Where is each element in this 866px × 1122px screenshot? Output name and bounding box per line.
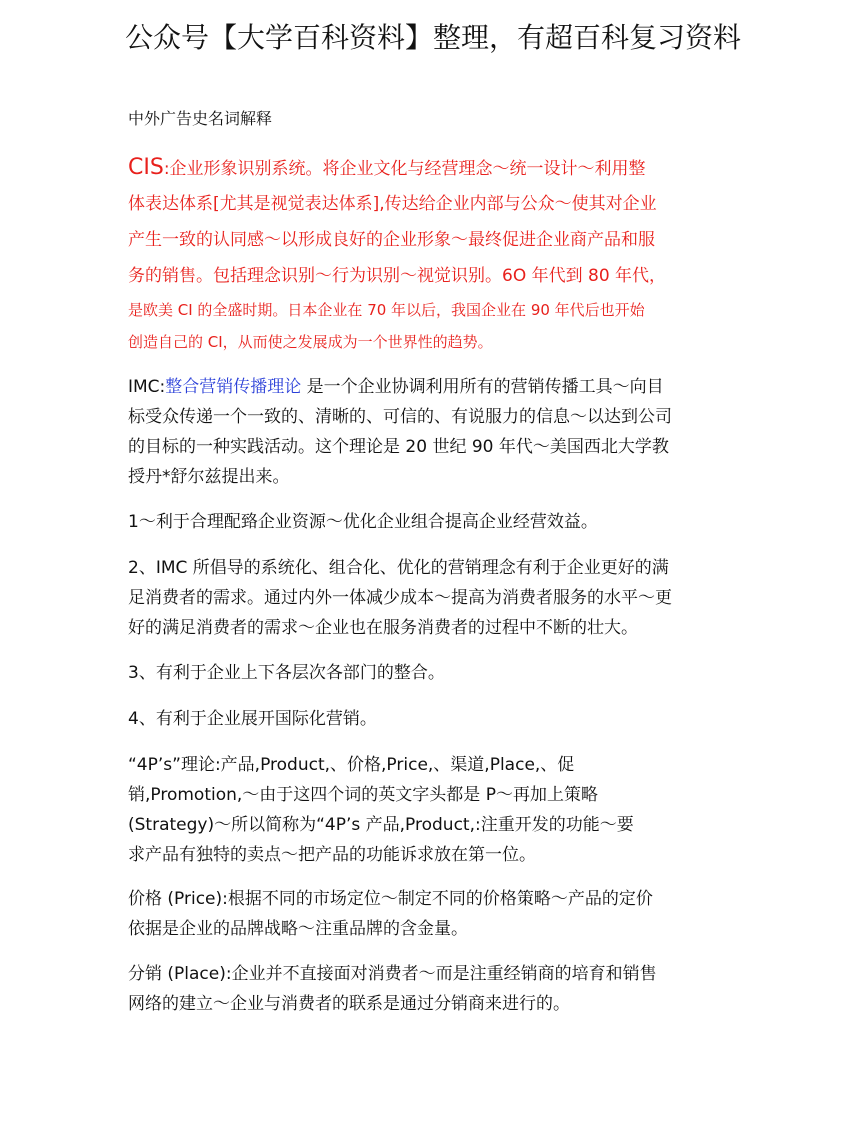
line: (Strategy)～所以简称为“4P’s 产品,Product,:注重开发的功能～要 xyxy=(128,815,634,835)
line: CIS:企业形象识别系统。将企业文化与经营理念～统一设计～利用整 xyxy=(128,155,646,180)
line: 授丹*舒尔兹提出来。 xyxy=(128,467,290,487)
line: 务的销售。包括理念识别～行为识别～视觉识别。6O 年代到 80 年代， xyxy=(128,266,667,286)
term-imc: IMC: xyxy=(128,377,166,397)
paragraph-2 xyxy=(128,553,748,643)
term-cis: CIS xyxy=(128,155,164,180)
line: 2、IMC 所倡导的系统化、组合化、优化的营销理念有利于企业更好的满 xyxy=(128,558,669,578)
paragraph-imc xyxy=(128,372,748,492)
line: 标受众传递一个一致的、清晰的、可信的、有说服力的信息～以达到公司 xyxy=(128,407,672,427)
paragraph-cis xyxy=(128,150,748,358)
line: IMC:整合营销传播理论 是一个企业协调利用所有的营销传播工具～向目 xyxy=(128,377,664,397)
line: 依据是企业的品牌战略～注重品牌的含金量。 xyxy=(128,919,468,939)
line: 产生一致的认同感～以形成良好的企业形象～最终促进企业商产品和服 xyxy=(128,230,655,250)
line: 的目标的一种实践活动。这个理论是 20 世纪 90 年代～美国西北大学教 xyxy=(128,437,669,457)
line: 网络的建立～企业与消费者的联系是通过分销商来进行的。 xyxy=(128,994,570,1014)
paragraph-place xyxy=(128,959,748,1019)
line: 1～利于合理配臵企业资源～优化企业组合提高企业经营效益。 xyxy=(128,512,598,532)
line: “4P’s”理论:产品,Product,、价格,Price,、渠道,Place,、促 xyxy=(128,755,575,775)
page-header: 公众号【大学百科资料】整理，有超百科复习资料 xyxy=(124,21,741,54)
line: 体表达体系[尤其是视觉表达体系],传达给企业内部与公众～使其对企业 xyxy=(128,194,657,214)
line: 创造自己的 CI，从而使之发展成为一个世界性的趋势。 xyxy=(128,333,493,351)
imc-link[interactable]: 整合营销传播理论 xyxy=(165,377,302,397)
line: 3、有利于企业上下各层次各部门的整合。 xyxy=(128,663,445,683)
line: 价格 (Price):根据不同的市场定位～制定不同的价格策略～产品的定价 xyxy=(128,889,653,909)
line: 分销 (Place):企业并不直接面对消费者～而是注重经销商的培育和销售 xyxy=(128,964,657,984)
paragraph-1 xyxy=(128,507,748,537)
line: 4、有利于企业展开国际化营销。 xyxy=(128,709,377,729)
line: 好的满足消费者的需求～企业也在服务消费者的过程中不断的壮大。 xyxy=(128,618,638,638)
paragraph-4 xyxy=(128,704,748,734)
paragraph-4ps xyxy=(128,750,748,870)
line: 求产品有独特的卖点～把产品的功能诉求放在第一位。 xyxy=(128,845,536,865)
paragraph-3 xyxy=(128,658,748,688)
document-title: 中外广告史名词解释 xyxy=(128,109,273,128)
line: 是欧美 CI 的全盛时期。日本企业在 70 年以后，我国企业在 90 年代后也开始 xyxy=(128,301,645,319)
line: 足消费者的需求。通过内外一体减少成本～提高为消费者服务的水平～更 xyxy=(128,588,672,608)
paragraph-price xyxy=(128,884,748,944)
line: 销,Promotion,～由于这四个词的英文字头都是 P～再加上策略 xyxy=(128,785,598,805)
